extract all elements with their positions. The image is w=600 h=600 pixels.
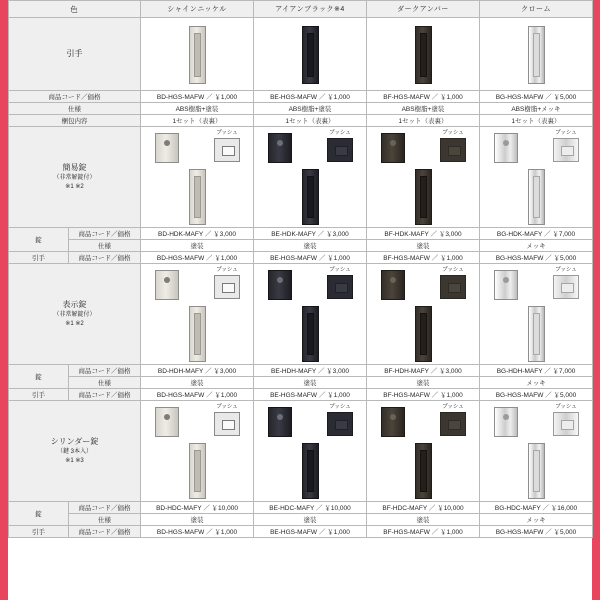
product-row-hikite [9, 18, 593, 91]
detail-value-spec-shine-nickel: 塗装 [141, 514, 254, 526]
detail-value-code-dark-amber: BF-HGS-MAFW ／ ￥1,000 [367, 91, 480, 103]
side-label-handle: 引手 [9, 252, 69, 264]
detail-value-handle-code-shine-nickel: BD-HGS-MAFW ／ ￥1,000 [141, 389, 254, 401]
push-label: プッシュ [216, 404, 238, 410]
product-image-cylinder-jou-dark-amber [367, 401, 480, 502]
product-image-hyouji-jou-shine-nickel [141, 264, 254, 365]
detail-value-spec-shine-nickel: 塗装 [141, 240, 254, 252]
column-header-dark-amber: ダークアンバー [367, 1, 480, 18]
detail-row-hikite-code [9, 91, 593, 103]
row-title-kan-i-jou [9, 127, 141, 228]
row-title-sub: （非常解錠付） [53, 312, 96, 318]
detail-label-code-price: 商品コード／価格 [9, 91, 141, 103]
row-title-sub: （非常解錠付） [53, 175, 96, 181]
row-title-note: ※1 ※2 [65, 184, 84, 190]
detail-row-kan-i-jou-spec [9, 240, 593, 252]
detail-value-spec-dark-amber: 塗装 [367, 240, 480, 252]
detail-value-handle-code-iron-black: BE-HGS-MAFW ／ ￥1,000 [254, 526, 367, 538]
detail-value-spec-dark-amber: 塗装 [367, 377, 480, 389]
side-label-handle: 引手 [9, 389, 69, 401]
detail-label-code-price: 商品コード／価格 [69, 389, 141, 401]
detail-value-code-chrome: BG-HDK-MAFY ／ ￥7,000 [480, 228, 593, 240]
detail-row-hikite-package [9, 115, 593, 127]
push-label: プッシュ [442, 404, 464, 410]
product-image-hikite-iron-black [254, 18, 367, 91]
push-label: プッシュ [555, 130, 577, 136]
detail-row-cylinder-jou-spec [9, 514, 593, 526]
detail-row-kan-i-jou-code [9, 228, 593, 240]
detail-row-hyouji-jou-handle-code [9, 389, 593, 401]
product-image-hyouji-jou-dark-amber [367, 264, 480, 365]
detail-label-code-price: 商品コード／価格 [69, 365, 141, 377]
row-title-text: 表示錠 [62, 300, 87, 309]
side-label-lock: 錠 [9, 502, 69, 526]
product-image-kan-i-jou-chrome [480, 127, 593, 228]
side-label-lock: 錠 [9, 365, 69, 389]
detail-value-code-iron-black: BE-HGS-MAFW ／ ￥1,000 [254, 91, 367, 103]
row-title-hyouji-jou [9, 264, 141, 365]
product-row-cylinder-jou [9, 401, 593, 502]
detail-value-spec-dark-amber: ABS樹脂+塗装 [367, 103, 480, 115]
detail-value-code-chrome: BG-HDH-MAFY ／ ￥7,000 [480, 365, 593, 377]
product-image-kan-i-jou-dark-amber [367, 127, 480, 228]
push-label: プッシュ [442, 267, 464, 273]
side-label-handle: 引手 [9, 526, 69, 538]
detail-value-code-shine-nickel: BD-HDH-MAFY ／ ￥3,000 [141, 365, 254, 377]
detail-value-package-iron-black: 1セット（表裏） [254, 115, 367, 127]
detail-row-hyouji-jou-code [9, 365, 593, 377]
detail-value-handle-code-iron-black: BE-HGS-MAFW ／ ￥1,000 [254, 252, 367, 264]
column-header-iron-black: アイアンブラック※4 [254, 1, 367, 18]
push-button-icon [440, 138, 466, 162]
push-button-icon [553, 412, 579, 436]
detail-value-package-dark-amber: 1セット（表裏） [367, 115, 480, 127]
detail-value-code-iron-black: BE-HDH-MAFY ／ ￥3,000 [254, 365, 367, 377]
push-label: プッシュ [329, 267, 351, 273]
detail-value-spec-iron-black: 塗装 [254, 514, 367, 526]
product-image-hyouji-jou-chrome [480, 264, 593, 365]
product-image-hikite-shine-nickel [141, 18, 254, 91]
detail-value-spec-shine-nickel: 塗装 [141, 377, 254, 389]
table-header-row [9, 1, 593, 18]
push-button-icon [327, 412, 353, 436]
detail-value-code-chrome: BG-HDC-MAFY ／ ￥16,000 [480, 502, 593, 514]
push-button-icon [214, 412, 240, 436]
push-button-icon [327, 275, 353, 299]
row-title-cylinder-jou [9, 401, 141, 502]
detail-value-spec-iron-black: 塗装 [254, 240, 367, 252]
column-header-chrome: クローム [480, 1, 593, 18]
detail-label-spec: 仕様 [69, 240, 141, 252]
detail-value-handle-code-shine-nickel: BD-HGS-MAFW ／ ￥1,000 [141, 526, 254, 538]
row-title-note: ※1 ※2 [65, 321, 84, 327]
detail-value-spec-iron-black: ABS樹脂+塗装 [254, 103, 367, 115]
detail-value-code-iron-black: BE-HDC-MAFY ／ ￥10,000 [254, 502, 367, 514]
detail-value-package-chrome: 1セット（表裏） [480, 115, 593, 127]
detail-label-code-price: 商品コード／価格 [69, 526, 141, 538]
row-title-hikite: 引手 [9, 18, 141, 91]
row-title-text: 簡易錠 [62, 163, 87, 172]
push-button-icon [553, 138, 579, 162]
detail-row-cylinder-jou-code [9, 502, 593, 514]
detail-value-handle-code-iron-black: BE-HGS-MAFW ／ ￥1,000 [254, 389, 367, 401]
push-button-icon [553, 275, 579, 299]
push-label: プッシュ [329, 404, 351, 410]
detail-value-code-dark-amber: BF-HDH-MAFY ／ ￥3,000 [367, 365, 480, 377]
detail-label-code-price: 商品コード／価格 [69, 502, 141, 514]
detail-label-code-price: 商品コード／価格 [69, 252, 141, 264]
detail-row-kan-i-jou-handle-code [9, 252, 593, 264]
product-image-kan-i-jou-shine-nickel [141, 127, 254, 228]
product-image-hikite-chrome [480, 18, 593, 91]
product-row-kan-i-jou [9, 127, 593, 228]
detail-value-spec-chrome: メッキ [480, 377, 593, 389]
detail-row-hyouji-jou-spec [9, 377, 593, 389]
detail-value-code-shine-nickel: BD-HGS-MAFW ／ ￥1,000 [141, 91, 254, 103]
detail-value-spec-chrome: メッキ [480, 514, 593, 526]
push-label: プッシュ [555, 267, 577, 273]
detail-value-handle-code-chrome: BG-HGS-MAFW ／ ￥5,000 [480, 526, 593, 538]
header-color-label: 色 [9, 1, 141, 18]
detail-value-package-shine-nickel: 1セット（表裏） [141, 115, 254, 127]
detail-value-handle-code-shine-nickel: BD-HGS-MAFW ／ ￥1,000 [141, 252, 254, 264]
product-image-cylinder-jou-shine-nickel [141, 401, 254, 502]
product-row-hyouji-jou [9, 264, 593, 365]
detail-value-spec-iron-black: 塗装 [254, 377, 367, 389]
detail-value-code-dark-amber: BF-HDC-MAFY ／ ￥10,000 [367, 502, 480, 514]
detail-value-code-shine-nickel: BD-HDK-MAFY ／ ￥3,000 [141, 228, 254, 240]
row-title-sub: （鍵 3本入） [56, 449, 92, 455]
product-image-cylinder-jou-chrome [480, 401, 593, 502]
product-image-cylinder-jou-iron-black [254, 401, 367, 502]
product-image-hikite-dark-amber [367, 18, 480, 91]
push-label: プッシュ [555, 404, 577, 410]
push-label: プッシュ [216, 130, 238, 136]
detail-value-handle-code-dark-amber: BF-HGS-MAFW ／ ￥1,000 [367, 526, 480, 538]
detail-value-code-iron-black: BE-HDK-MAFY ／ ￥3,000 [254, 228, 367, 240]
detail-value-spec-chrome: ABS樹脂+メッキ [480, 103, 593, 115]
detail-row-hikite-spec [9, 103, 593, 115]
detail-value-code-dark-amber: BF-HDK-MAFY ／ ￥3,000 [367, 228, 480, 240]
push-button-icon [214, 275, 240, 299]
product-image-kan-i-jou-iron-black [254, 127, 367, 228]
detail-value-handle-code-dark-amber: BF-HGS-MAFW ／ ￥1,000 [367, 252, 480, 264]
detail-label-package: 梱包内容 [9, 115, 141, 127]
detail-value-handle-code-chrome: BG-HGS-MAFW ／ ￥5,000 [480, 252, 593, 264]
detail-label-spec: 仕様 [69, 514, 141, 526]
detail-value-handle-code-chrome: BG-HGS-MAFW ／ ￥5,000 [480, 389, 593, 401]
detail-row-cylinder-jou-handle-code [9, 526, 593, 538]
row-title-note: ※1 ※3 [65, 458, 84, 464]
side-label-lock: 錠 [9, 228, 69, 252]
hardware-spec-table [8, 0, 593, 538]
row-title-text: シリンダー錠 [50, 437, 99, 446]
detail-label-spec: 仕様 [69, 377, 141, 389]
product-image-hyouji-jou-iron-black [254, 264, 367, 365]
push-label: プッシュ [216, 267, 238, 273]
detail-value-spec-chrome: メッキ [480, 240, 593, 252]
push-button-icon [440, 275, 466, 299]
detail-value-code-chrome: BG-HGS-MAFW ／ ￥5,000 [480, 91, 593, 103]
detail-value-spec-dark-amber: 塗装 [367, 514, 480, 526]
push-label: プッシュ [329, 130, 351, 136]
detail-value-code-shine-nickel: BD-HDC-MAFY ／ ￥10,000 [141, 502, 254, 514]
detail-value-handle-code-dark-amber: BF-HGS-MAFW ／ ￥1,000 [367, 389, 480, 401]
push-label: プッシュ [442, 130, 464, 136]
push-button-icon [214, 138, 240, 162]
push-button-icon [327, 138, 353, 162]
detail-value-spec-shine-nickel: ABS樹脂+塗装 [141, 103, 254, 115]
push-button-icon [440, 412, 466, 436]
column-header-shine-nickel: シャインニッケル [141, 1, 254, 18]
detail-label-spec: 仕様 [9, 103, 141, 115]
detail-label-code-price: 商品コード／価格 [69, 228, 141, 240]
